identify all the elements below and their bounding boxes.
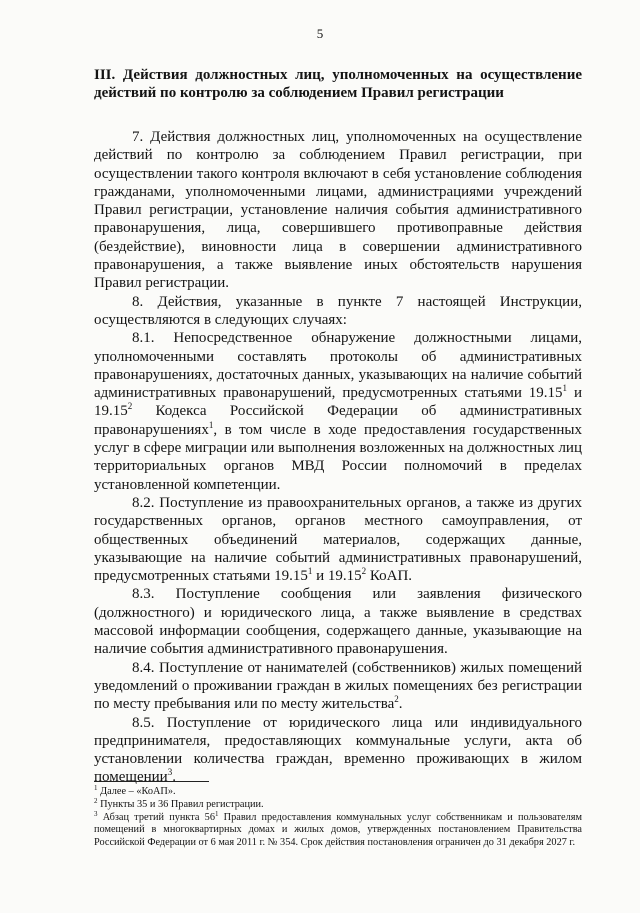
document-body	[94, 128, 582, 787]
text: 8.1. Непосредственное обнаружение должностными лицами, уполномоченными составлять протоколы об административных правонарушениях, достаточных данных, указывающих на наличие событий административных правонарушений, предусмотренных статьями 19.15	[94, 330, 582, 402]
footnote-text: Правил предоставления коммунальных услуг собственникам и пользователям помещений в многоквартирных домах и жилых домов, утвержденных постановлением Правительства Российской Федерации от 6 мая 2011 г. № 354. Срок действия постановления ограничен до 31 декабря 2027 г.	[94, 811, 582, 849]
superscript: 2	[127, 401, 133, 412]
footnote-reference: 2	[394, 694, 399, 705]
text: .	[398, 696, 403, 713]
footnote-mark: 2	[94, 796, 98, 805]
footnote-text: Далее – «КоАП».	[97, 786, 176, 797]
superscript: 1	[307, 566, 313, 577]
footnote-mark: 1	[94, 784, 98, 792]
text: 8.5. Поступление от юридического лица или индивидуального предпринимателя, предоставляющих коммунальные услуги, акта об установлении количества граждан, временно проживающих в жилом помещении	[94, 714, 582, 786]
paragraph-8-5	[94, 714, 582, 787]
footnote-3	[94, 809, 582, 850]
text: КоАП.	[366, 568, 413, 585]
paragraph-8-1	[94, 329, 582, 494]
text: 8.2. Поступление из правоохранительных органов, а также из других государственных органов, органов местного самоуправления, от общественных объединений материалов, содержащих данные, указывающие на наличие событий административных правонарушений, предусмотренных статьями 19.15	[94, 494, 582, 585]
superscript: 1	[562, 383, 568, 394]
paragraph-8-4	[94, 659, 582, 714]
text: , в том числе в ходе предоставления государственных услуг в сфере миграции или выполнения возложенных на должностных лиц территориальных органов МВД России полномочий в пределах установленной компетенции.	[94, 421, 582, 493]
section-heading: III. Действия должностных лиц, уполномоченных на осуществление действий по контролю за соблюдением Правил регистрации	[94, 67, 582, 101]
superscript: 1	[214, 809, 219, 818]
footnote-2	[94, 796, 582, 812]
paragraph-8: 8. Действия, указанные в пункте 7 настоящей Инструкции, осуществляются в следующих случаях:	[94, 293, 582, 328]
text: 8.4. Поступление от нанимателей (собственников) жилых помещений уведомлений о проживании граждан в жилых помещениях без регистрации по месту пребывания или по месту жительства	[94, 659, 582, 713]
text: .	[172, 769, 176, 786]
text: Кодекса Российской Федерации об административных правонарушениях	[94, 403, 582, 438]
page-number: 5	[316, 26, 324, 41]
footnotes	[94, 786, 582, 850]
footnote-text: Абзац третий пункта 56	[97, 811, 215, 823]
paragraph-8-3: 8.3. Поступление сообщения или заявления физического (должностного) и юридического лица, а также выявление в средствах массовой информации сообщения, содержащего данные, указывающие на наличие события административного правонарушения.	[94, 586, 582, 658]
paragraph-8-2	[94, 494, 582, 585]
footnote-text: Пункты 35 и 36 Правил регистрации.	[97, 798, 264, 810]
footnote-mark: 3	[94, 809, 98, 818]
superscript: 2	[361, 566, 367, 577]
footnote-divider	[94, 781, 209, 782]
text: и 19.15	[312, 568, 362, 585]
paragraph-7: 7. Действия должностных лиц, уполномоченных на осуществление действий по контролю за соблюдением Правил регистрации, при осуществлении такого контроля включают в себя установление соблюдения гражданами, уполномоченными лицами, администрациями учреждений Правил регистрации, установление наличия события административного правонарушения, лица, совершившего противоправные действия (бездействие), виновности лица в совершении административного правонарушения, а также выявление иных обстоятельств нарушения Правил регистрации.	[94, 129, 582, 292]
footnote-reference: 1	[208, 419, 214, 430]
text: и 19.15	[94, 385, 583, 420]
footnote-reference: 3	[167, 767, 173, 778]
footnote-1	[94, 786, 582, 799]
